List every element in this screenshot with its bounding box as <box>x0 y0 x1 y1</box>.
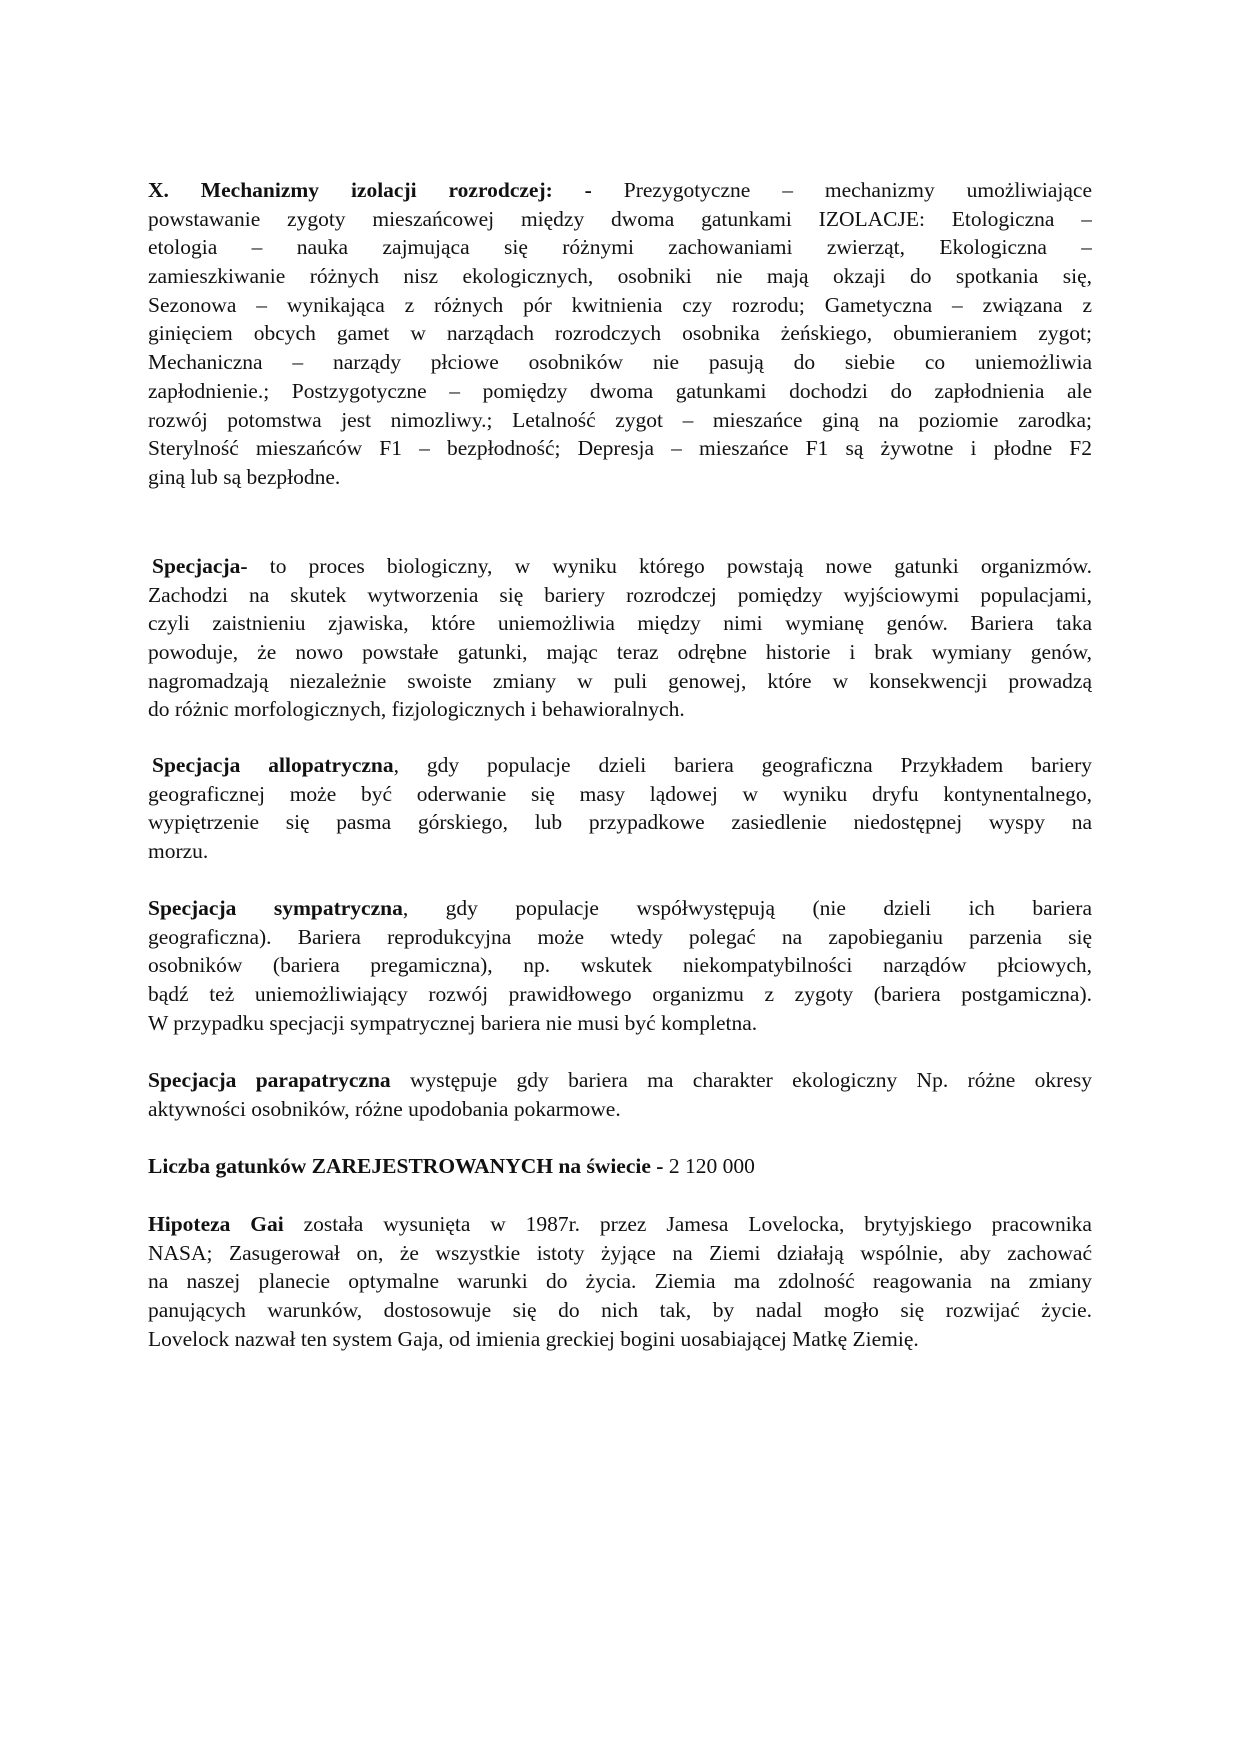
line-text: bądź też uniemożliwiający rozwój prawidłowego organizmu z zygoty (bariera postgamiczna). <box>148 982 1092 1007</box>
text-line <box>148 1066 1092 1095</box>
paragraph-mechanizmy-izolacji <box>148 176 1092 492</box>
text-line <box>148 951 1092 980</box>
text-line <box>148 1152 1092 1181</box>
text-line <box>148 1296 1092 1325</box>
line-text: geograficzna). Bariera reprodukcyjna może wtedy polegać na zapobieganiu parzenia się <box>148 924 1092 949</box>
line-text: powstawanie zygoty mieszańcowej między dwoma gatunkami IZOLACJE: Etologiczna – <box>148 206 1092 231</box>
line-text: zamieszkiwanie różnych nisz ekologicznych, osobniki nie mają okzaji do spotkania się, <box>148 264 1092 289</box>
line-text: to proces biologiczny, w wyniku którego powstają nowe gatunki organizmów. <box>247 554 1092 578</box>
line-text: ginięciem obcych gamet w narządach rozrodczych osobnika żeńskiego, obumieraniem zygot; <box>148 321 1092 346</box>
line-text: na naszej planecie optymalne warunki do życia. Ziemia ma zdolność reagowania na zmiany <box>148 1269 1092 1294</box>
text-line <box>148 1239 1092 1268</box>
paragraph-specjacja-sympatryczna <box>148 894 1092 1037</box>
line-text: etologia – nauka zajmująca się różnymi zachowaniami zwierząt, Ekologiczna – <box>148 235 1092 260</box>
line-text: czyli zaistnieniu zjawiska, które uniemożliwia między nimi wymianę genów. Bariera taka <box>148 611 1092 636</box>
text-line <box>148 434 1092 463</box>
line-text: Sezonowa – wynikająca z różnych pór kwitnienia czy rozrodu; Gametyczna – związana z <box>148 292 1092 317</box>
paragraph-specjacja-allopatryczna <box>148 751 1092 866</box>
text-line <box>148 751 1092 780</box>
text-line <box>148 923 1092 952</box>
line-text: geograficznej może być oderwanie się masy lądowej w wyniku dryfu kontynentalnego, <box>148 781 1092 806</box>
text-line <box>148 609 1092 638</box>
paragraph-heading: X. Mechanizmy izolacji rozrodczej: - <box>148 178 592 202</box>
text-line <box>148 638 1092 667</box>
text-line <box>148 552 1092 581</box>
line-text: giną lub są bezpłodne. <box>148 464 341 489</box>
paragraph-heading: Specjacja- <box>152 554 248 578</box>
text-line <box>148 377 1092 406</box>
text-line <box>148 1210 1092 1239</box>
line-text: Sterylność mieszańców F1 – bezpłodność; Depresja – mieszańce F1 są żywotne i płodne F2 <box>148 436 1092 461</box>
line-text: Mechaniczna – narządy płciowe osobników nie pasują do siebie co uniemożliwia <box>148 350 1092 375</box>
text-line <box>148 894 1092 923</box>
text-line <box>148 1325 1092 1354</box>
text-line <box>148 319 1092 348</box>
text-line <box>148 581 1092 610</box>
line-text: osobników (bariera pregamiczna), np. wskutek niekompatybilności narządów płciowych, <box>148 953 1092 978</box>
line-text: Zachodzi na skutek wytworzenia się bariery rozrodczej pomiędzy wyjściowymi populacjami, <box>148 582 1092 607</box>
text-line <box>148 1267 1092 1296</box>
text-line <box>148 262 1092 291</box>
line-text: NASA; Zasugerował on, że wszystkie istoty żyjące na Ziemi działają wspólnie, aby zachować <box>148 1240 1092 1265</box>
line-text: panujących warunków, dostosowuje się do nich tak, by nadal mogło się rozwijać życie. <box>148 1298 1092 1323</box>
text-line <box>148 980 1092 1009</box>
line-text: Prezygotyczne – mechanizmy umożliwiające <box>591 178 1092 202</box>
text-line <box>148 780 1092 809</box>
line-text: rozwój potomstwa jest nimozliwy.; Letalność zygot – mieszańce giną na poziomie zarodka; <box>148 407 1092 432</box>
text-line <box>148 348 1092 377</box>
text-line <box>148 463 1092 492</box>
text-line <box>148 667 1092 696</box>
paragraph-heading: Hipoteza Gai <box>148 1212 284 1236</box>
paragraph-heading: Specjacja sympatryczna <box>148 896 403 920</box>
line-text: Lovelock nazwał ten system Gaja, od imienia greckiej bogini uosabiającej Matkę Ziemię. <box>148 1326 919 1351</box>
paragraph-heading: Liczba gatunków ZAREJESTROWANYCH na świecie - <box>148 1154 664 1178</box>
text-line <box>148 176 1092 205</box>
text-line <box>148 406 1092 435</box>
line-text: występuje gdy bariera ma charakter ekologiczny Np. różne okresy <box>390 1068 1092 1092</box>
text-line <box>148 1095 1092 1124</box>
text-line <box>148 837 1092 866</box>
line-text: morzu. <box>148 839 209 864</box>
line-text: powoduje, że nowo powstałe gatunki, mając teraz odrębne historie i brak wymiany genów, <box>148 640 1092 665</box>
paragraph-heading: Specjacja allopatryczna <box>152 753 394 777</box>
paragraph-heading: Specjacja parapatryczna <box>148 1068 391 1092</box>
line-text: nagromadzają niezależnie swoiste zmiany w puli genowej, które w konsekwencji prowadzą <box>148 668 1092 693</box>
line-text: , gdy populacje dzieli bariera geograficzna Przykładem bariery <box>393 753 1092 777</box>
line-text: W przypadku specjacji sympatrycznej bariera nie musi być kompletna. <box>148 1010 758 1035</box>
text-line <box>148 205 1092 234</box>
line-text: została wysunięta w 1987r. przez Jamesa Lovelocka, brytyjskiego pracownika <box>283 1212 1092 1236</box>
text-line <box>148 291 1092 320</box>
line-text: zapłodnienie.; Postzygotyczne – pomiędzy dwoma gatunkami dochodzi do zapłodnienia ale <box>148 378 1092 403</box>
line-text: wypiętrzenie się pasma górskiego, lub przypadkowe zasiedlenie niedostępnej wyspy na <box>148 810 1092 835</box>
paragraph-liczba-gatunkow <box>148 1152 1092 1181</box>
line-text: aktywności osobników, różne upodobania pokarmowe. <box>148 1096 621 1121</box>
text-line <box>148 808 1092 837</box>
line-text: do różnic morfologicznych, fizjologicznych i behawioralnych. <box>148 697 685 722</box>
line-text: 2 120 000 <box>663 1154 755 1178</box>
line-text: , gdy populacje współwystępują (nie dzieli ich bariera <box>402 896 1092 920</box>
paragraph-specjacja-parapatryczna <box>148 1066 1092 1123</box>
text-line <box>148 233 1092 262</box>
text-line <box>148 695 1092 724</box>
paragraph-hipoteza-gai <box>148 1210 1092 1353</box>
paragraph-specjacja <box>148 552 1092 724</box>
text-line <box>148 1009 1092 1038</box>
